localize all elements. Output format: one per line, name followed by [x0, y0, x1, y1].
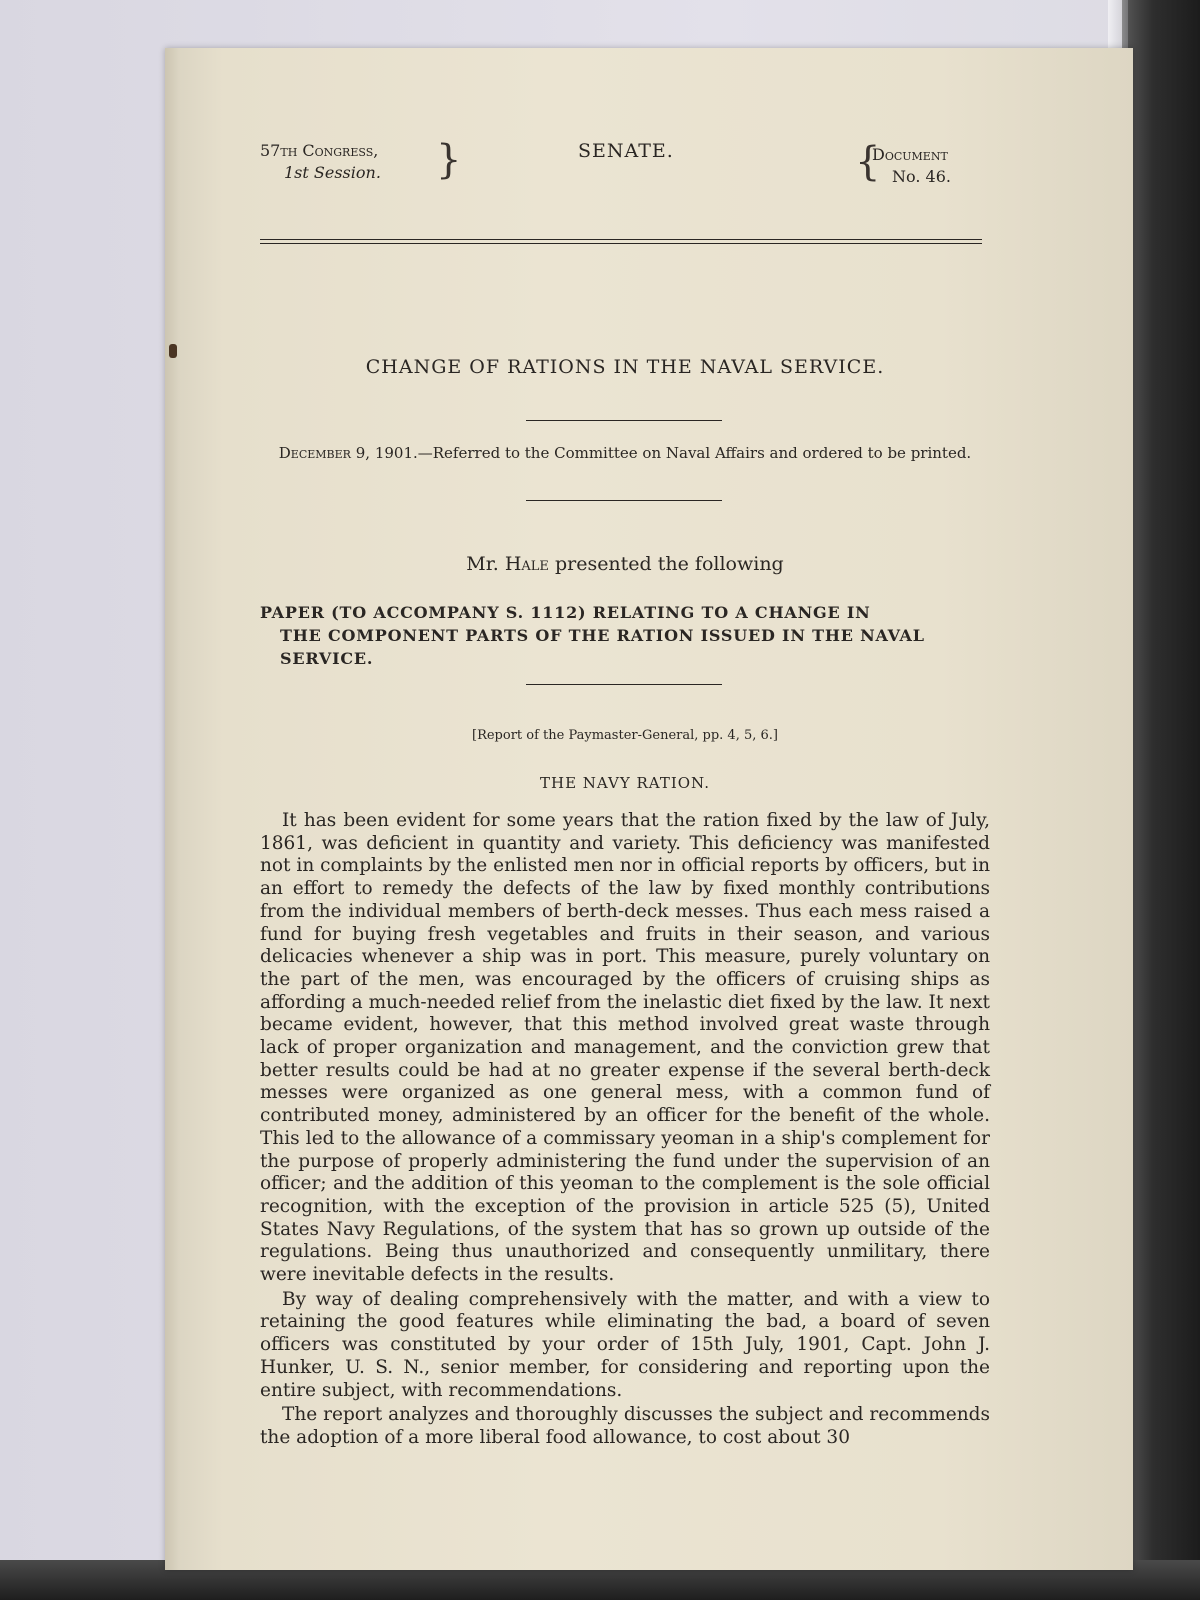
paper-title-line1: PAPER (TO ACCOMPANY S. 1112) RELATING TO A CHANGE IN [260, 603, 871, 622]
presented-prefix: Mr. [466, 553, 499, 575]
document-label: Document [872, 145, 948, 164]
paragraph: It has been evident for some years that the ration fixed by the law of July, 1861, was deficient in quantity and variety. This deficiency was manifested not in complaints by the enlisted men nor in official reports by officers, but in an effort to remedy the defects of the law by fixed monthly contributions from the individual members of berth-deck messes. Thus each mess raised a fund for buying fresh vegetables and fruits in their season, and various delicacies whenever a ship was in port. This measure, purely voluntary on the part of the men, was encouraged by the officers of cruising ships as affording a much-needed relief from the inelastic diet fixed by the law. It next became evident, however, that this method involved great waste through lack of proper organization and management, and the conviction grew that better results could be had at no greater expense if the several berth-deck messes were organized as one general mess, with a common fund of contributed money, administered by an officer for the benefit of the whole. This led to the allowance of a commissary yeoman in a ship's complement for the purpose of properly administering the fund under the supervision of an officer; and the addition of this yeoman to the complement is the sole official recognition, with the exception of the provision in article 525 (5), United States Navy Regulations, of the system that has so grown up outside of the regulations. Being thus unauthorized and consequently unmilitary, there were inevitable defects in the results. [260, 810, 990, 1286]
divider-rule [526, 500, 722, 501]
torn-edge-mark [169, 344, 177, 358]
paper-title [260, 601, 990, 670]
page-content [260, 128, 1000, 1448]
left-brace-glyph: } [436, 137, 462, 183]
paragraph: By way of dealing comprehensively with the matter, and with a view to retaining the good features while eliminating the bad, a board of seven officers was constituted by your order of 15th July, 1901, Capt. John J. Hunker, U. S. N., senior member, for considering and reporting upon the entire subject, with recommendations. [260, 1288, 990, 1401]
referral-note [260, 445, 990, 462]
chamber-label: SENATE. [578, 140, 674, 162]
presenter-name: Hale [504, 553, 549, 575]
referral-date: December [278, 444, 351, 462]
report-reference: [Report of the Paymaster-General, pp. 4, 5, 6.] [472, 728, 778, 743]
presented-suffix: presented the following [554, 553, 784, 575]
header-double-rule [260, 239, 982, 244]
session-label: 1st Session. [284, 163, 381, 182]
divider-rule [526, 420, 722, 421]
congress-session-block [260, 140, 381, 184]
document-page [165, 48, 1133, 1570]
document-title: CHANGE OF RATIONS IN THE NAVAL SERVICE. [365, 356, 885, 378]
document-number-block [872, 144, 951, 188]
presented-line [260, 553, 990, 575]
document-number: No. 46. [892, 167, 951, 186]
referral-text: 9, 1901.—Referred to the Committee on Naval Affairs and ordered to be printed. [355, 444, 972, 462]
section-heading: THE NAVY RATION. [540, 774, 710, 792]
paragraph: The report analyzes and thoroughly discusses the subject and recommends the adoption of a more liberal food allowance, to cost about 30 [260, 1404, 990, 1448]
divider-rule [526, 684, 722, 685]
paper-title-line2: THE COMPONENT PARTS OF THE RATION ISSUED IN THE NAVAL SERVICE. [280, 626, 925, 668]
congress-label: 57th Congress, [260, 141, 379, 160]
right-brace-glyph: { [855, 139, 881, 185]
background-dark-edge [1122, 0, 1200, 1600]
body-text [260, 810, 990, 1452]
document-header [260, 128, 1000, 208]
